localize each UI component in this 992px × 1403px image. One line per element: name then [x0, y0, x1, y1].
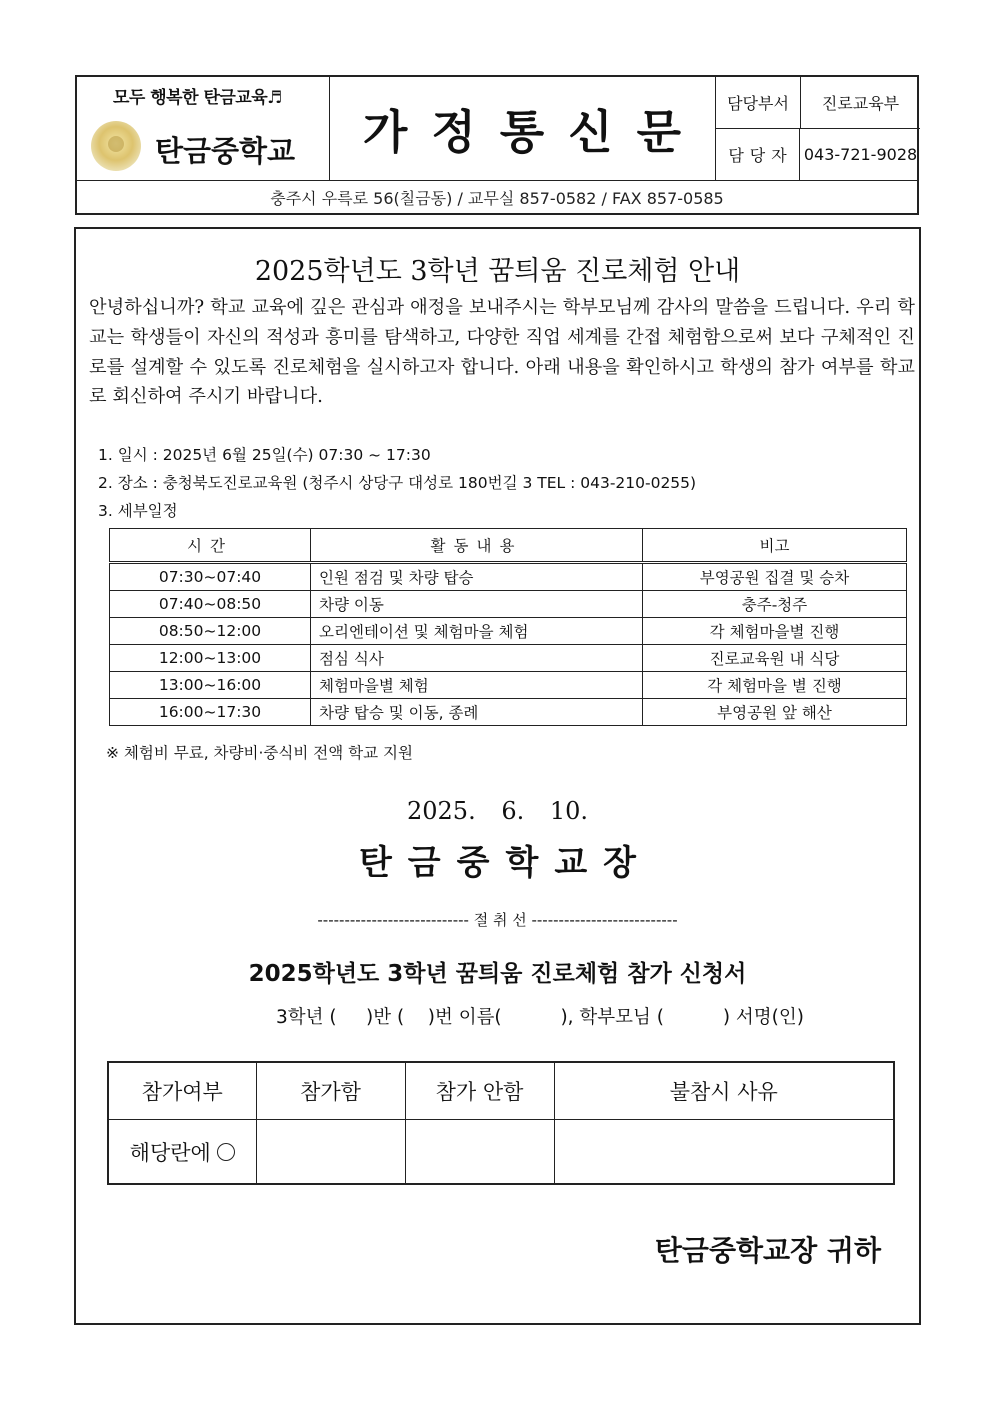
schedule-activity: 차량 이동 — [311, 591, 643, 618]
participation-header-row — [108, 1062, 894, 1120]
mark-instruction: 해당란에 — [129, 1140, 211, 1165]
table-row — [110, 699, 907, 726]
attend-header: 참가함 — [256, 1062, 405, 1120]
event-datetime: 1. 일시 : 2025년 6월 25일(수) 07:30 ~ 17:30 — [98, 446, 431, 464]
school-slogan: 모두 행복한 탄금교육♬ — [113, 88, 282, 108]
department-row — [716, 77, 920, 129]
schedule-activity: 인원 점검 및 차량 탑승 — [311, 563, 643, 591]
schedule-time: 12:00~13:00 — [110, 645, 311, 672]
table-row — [110, 591, 907, 618]
schedule-note: 충주-청주 — [643, 591, 907, 618]
closing-addressee: 탄금중학교장 귀하 — [654, 1234, 881, 1267]
schedule-time: 07:40~08:50 — [110, 591, 311, 618]
header-top-row — [77, 77, 917, 181]
issue-date: 2025. 6. 10. — [406, 797, 589, 825]
table-row — [110, 645, 907, 672]
student-info-line: 3학년 ( )반 ( )번 이름( ), 학부모님 ( ) 서명(인) — [276, 1007, 804, 1028]
schedule-activity: 체험마을별 체험 — [311, 672, 643, 699]
mark-instruction-cell — [108, 1120, 256, 1185]
not-attend-header: 참가 안함 — [405, 1062, 554, 1120]
schedule-table — [109, 528, 907, 726]
schedule-header-row — [110, 529, 907, 563]
schedule-time: 08:50~12:00 — [110, 618, 311, 645]
contact-info — [715, 77, 920, 180]
school-branding — [77, 77, 330, 180]
contact-label: 담당자 — [716, 128, 800, 180]
schedule-time: 07:30~07:40 — [110, 563, 311, 591]
schedule-activity: 차량 탑승 및 이동, 종례 — [311, 699, 643, 726]
cut-line: ---------------------------- 절 취 선 --------------------------- — [317, 911, 678, 929]
newsletter-header — [75, 75, 919, 215]
participation-table — [107, 1061, 895, 1185]
table-row — [110, 618, 907, 645]
schedule-heading: 3. 세부일정 — [98, 502, 178, 520]
school-name: 탄금중학교 — [155, 134, 296, 168]
principal-signature: 탄금중학교장 — [358, 843, 653, 883]
table-row — [110, 563, 907, 591]
schedule-time: 13:00~16:00 — [110, 672, 311, 699]
attend-checkbox-cell[interactable] — [256, 1120, 405, 1185]
table-row — [110, 672, 907, 699]
col-header-note: 비고 — [643, 529, 907, 563]
contact-phone: 043-721-9028 — [803, 144, 918, 164]
cost-footnote: ※ 체험비 무료, 차량비·중식비 전액 학교 지원 — [106, 744, 413, 762]
event-location: 2. 장소 : 충청북도진로교육원 (청주시 상당구 대성로 180번길 3 TEL : 043-210-0255) — [98, 474, 697, 492]
absence-reason-header: 불참시 사유 — [554, 1062, 894, 1120]
schedule-activity: 점심 식사 — [311, 645, 643, 672]
intro-paragraph: 안녕하십니까? 학교 교육에 깊은 관심과 애정을 보내주시는 학부모님께 감사의 말씀을 드립니다. 우리 학교는 학생들이 자신의 적성과 흥미를 탐색하고, 다양한 직업 세계를 간접 체험함으로써 보다 구체적인 진로를 설계할 수 있도록 진로체험을 실시하고자 합니다. 아래 내용을 확인하시고 학생의 참가 여부를 학교로 회신하여 주시기 바랍니다. — [89, 297, 915, 408]
schedule-note: 진로교육원 내 식당 — [643, 645, 907, 672]
notice-body — [74, 227, 921, 1325]
col-header-time: 시간 — [110, 529, 311, 563]
participation-answer-row — [108, 1120, 894, 1185]
department-label: 담당부서 — [716, 77, 801, 128]
form-title: 2025학년도 3학년 꿈틔움 진로체험 참가 신청서 — [248, 961, 747, 987]
schedule-note: 각 체험마을 별 진행 — [643, 672, 907, 699]
col-header-activity: 활동내용 — [311, 529, 643, 563]
not-attend-checkbox-cell[interactable] — [405, 1120, 554, 1185]
notice-title: 2025학년도 3학년 꿈틔움 진로체험 안내 — [254, 256, 741, 287]
schedule-note: 부영공원 집결 및 승차 — [643, 563, 907, 591]
school-address: 충주시 우륵로 56(칠금동) / 교무실 857-0582 / FAX 857-0585 — [270, 189, 724, 208]
absence-reason-field[interactable] — [554, 1120, 894, 1185]
schedule-note: 각 체험마을별 진행 — [643, 618, 907, 645]
circle-mark-icon — [217, 1143, 235, 1161]
newsletter-title: 가정통신문 — [362, 104, 706, 159]
school-emblem-icon — [91, 121, 141, 171]
schedule-activity: 오리엔테이션 및 체험마을 체험 — [311, 618, 643, 645]
contact-row — [716, 128, 920, 180]
schedule-time: 16:00~17:30 — [110, 699, 311, 726]
schedule-note: 부영공원 앞 해산 — [643, 699, 907, 726]
participation-label: 참가여부 — [108, 1062, 256, 1120]
department-value: 진로교육부 — [821, 94, 900, 113]
